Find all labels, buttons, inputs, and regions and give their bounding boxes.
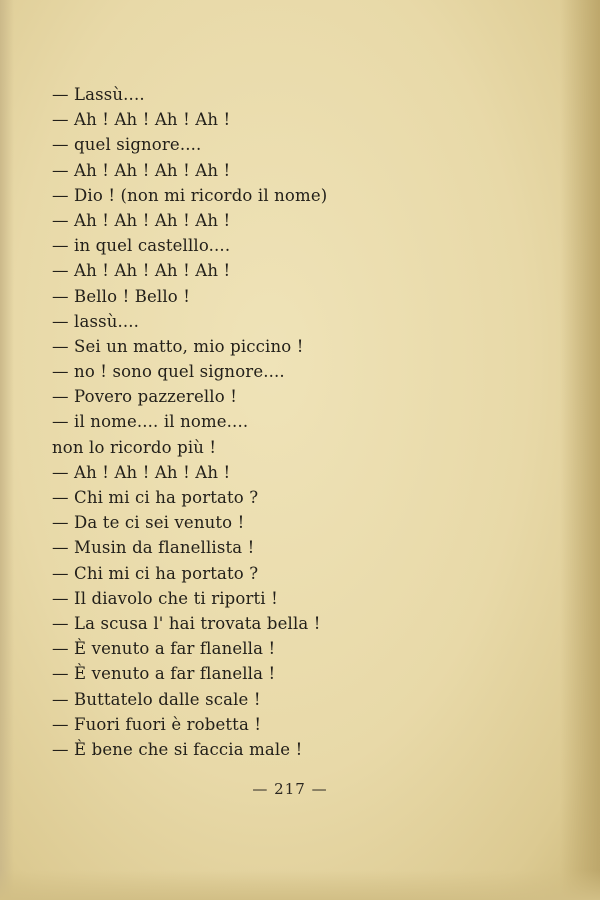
page-number: — 217 — <box>252 780 328 798</box>
text-line: — Ah ! Ah ! Ah ! Ah ! <box>52 210 231 230</box>
page-shadow-right <box>560 0 600 900</box>
text-line: — Il diavolo che ti riporti ! <box>52 588 278 608</box>
text-line: — in quel castelllo.... <box>52 236 231 256</box>
text-line: — Buttatelo dalle scale ! <box>52 689 261 709</box>
text-line: — lassù.... <box>52 311 140 331</box>
text-line: — Lassù.... <box>52 85 145 104</box>
page-shadow-bottom <box>0 870 600 900</box>
text-line: — Chi mi ci ha portato ? <box>52 563 259 583</box>
text-line: — il nome.... il nome.... <box>52 412 249 432</box>
text-line: non lo ricordo più ! <box>52 437 217 457</box>
text-line: — Fuori fuori è robetta ! <box>52 714 262 734</box>
text-line: — Dio ! (non mi ricordo il nome) <box>52 185 328 205</box>
text-line: — Ah ! Ah ! Ah ! Ah ! <box>52 160 231 180</box>
text-line: — Ah ! Ah ! Ah ! Ah ! <box>52 110 231 130</box>
text-line: — Bello ! Bello ! <box>52 286 191 306</box>
text-line: — È bene che si faccia male ! <box>52 739 303 759</box>
text-line: — Chi mi ci ha portato ? <box>52 488 259 507</box>
page-shadow-left <box>0 0 14 900</box>
dialogue-text <box>52 82 392 762</box>
text-line: — no ! sono quel signore.... <box>52 362 285 382</box>
text-line: — Da te ci sei venuto ! <box>52 513 245 533</box>
text-line: — quel signore.... <box>52 135 202 155</box>
text-line: — Ah ! Ah ! Ah ! Ah ! <box>52 462 231 482</box>
text-line: — Ah ! Ah ! Ah ! Ah ! <box>52 261 231 281</box>
text-line: — Sei un matto, mio piccino ! <box>52 336 304 356</box>
text-line: — Povero pazzerello ! <box>52 387 237 407</box>
text-line: — Musin da flanellista ! <box>52 538 255 558</box>
text-line: — È venuto a far flanella ! <box>52 639 276 659</box>
text-line: — La scusa l' hai trovata bella ! <box>52 613 321 633</box>
text-line: — È venuto a far flanella ! <box>52 664 276 684</box>
